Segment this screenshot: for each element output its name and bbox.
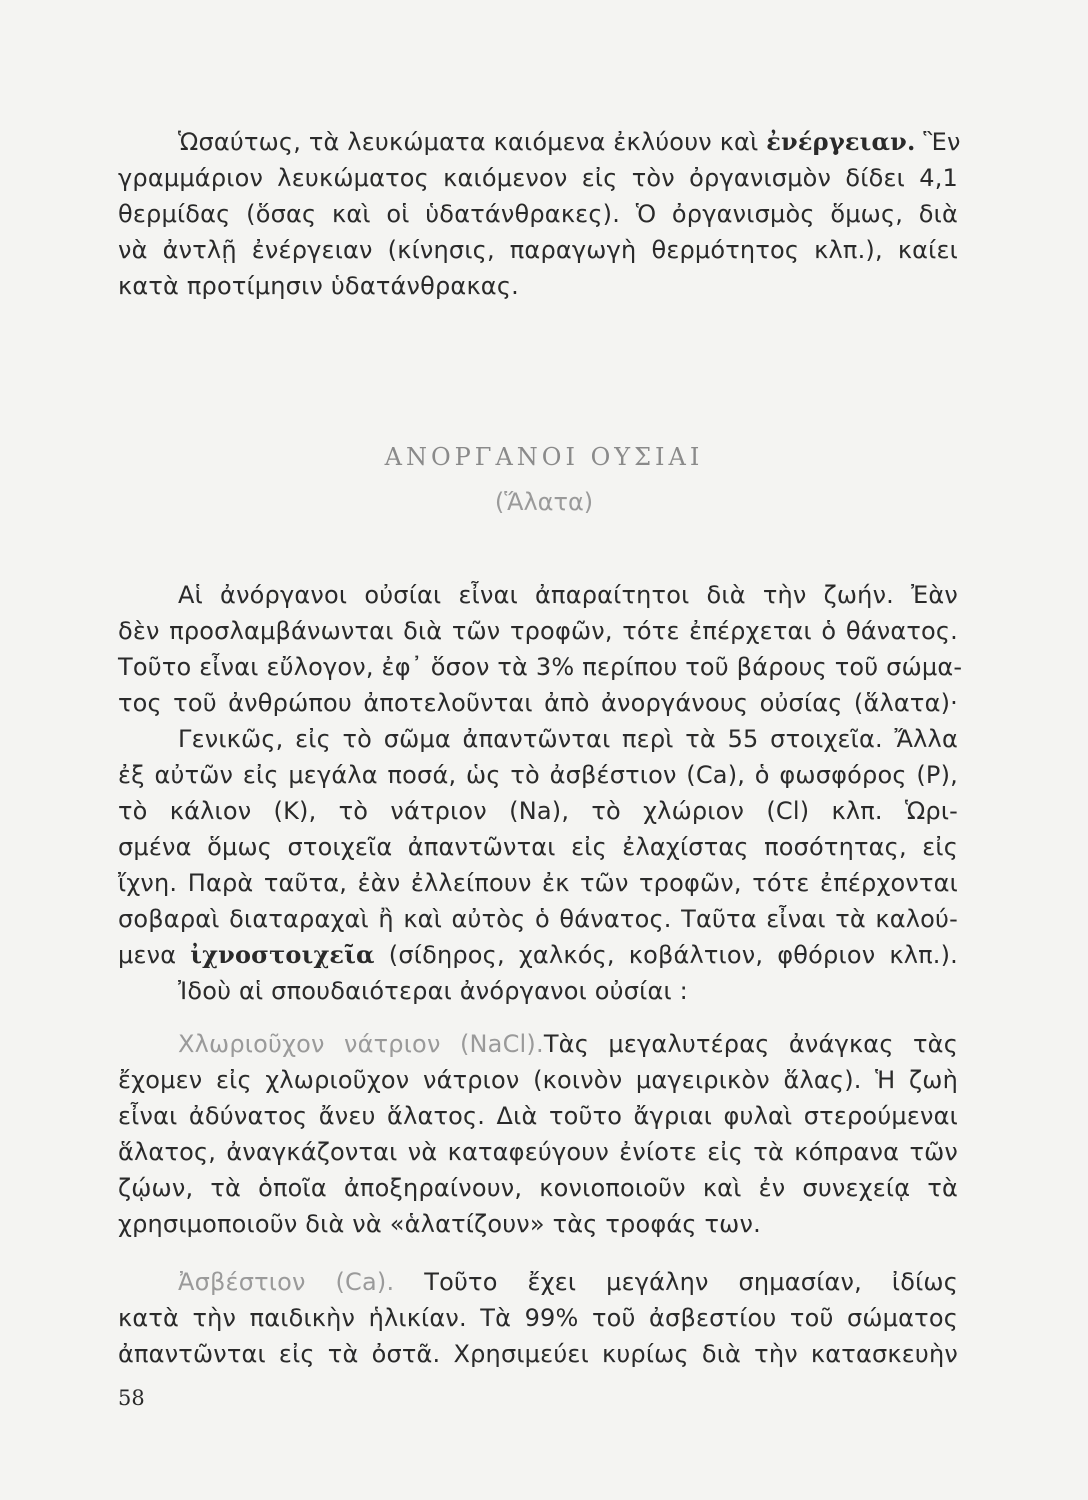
text-line: Ὡσαύτως, τὰ λευκώματα καιόμενα ἐκλύουν καὶ ἐνέργειαν. Ἓν — [178, 127, 961, 156]
text-line: τὸ κάλιον (K), τὸ νάτριον (Na), τὸ χλώριον (Cl) κλπ. Ὡρι- — [118, 797, 958, 825]
text-line: μενα ἰχνοστοιχεῖα (σίδηρος, χαλκός, κοβάλτιον, φθόριον κλπ.). — [118, 940, 958, 969]
text-line: ἴχνη. Παρὰ ταῦτα, ἐὰν ἐλλείπουν ἐκ τῶν τροφῶν, τότε ἐπέρχονται — [118, 869, 958, 897]
text-line: ἐξ αὐτῶν εἰς μεγάλα ποσά, ὡς τὸ ἀσβέστιον (Ca), ὁ φωσφόρος (P), — [118, 761, 958, 789]
text-line: Αἱ ἀνόργανοι οὐσίαι εἶναι ἀπαραίτητοι διὰ τὴν ζωήν. Ἐὰν — [178, 581, 958, 609]
section-title: ΑΝΟΡΓΑΝΟΙ ΟΥΣΙΑΙ — [384, 443, 704, 471]
paragraph-calcium — [118, 1264, 958, 1372]
page-number: 58 — [118, 1386, 145, 1410]
text-line: χρησιμοποιοῦν διὰ νὰ «ἁλατίζουν» τὰς τροφάς των. — [118, 1210, 761, 1238]
text-line: ἅλατος, ἀναγκάζονται νὰ καταφεύγουν ἐνίοτε εἰς τὰ κόπρανα τῶν — [118, 1138, 958, 1166]
bold-term: ἰχνοστοιχεῖα — [190, 940, 375, 969]
text-line: ἔχομεν εἰς χλωριοῦχον νάτριον (κοινὸν μαγειρικὸν ἅλας). Ἡ ζωὴ — [118, 1066, 958, 1094]
text-line: Γενικῶς, εἰς τὸ σῶμα ἀπαντῶνται περὶ τὰ 55 στοιχεῖα. Ἄλλα — [178, 725, 958, 753]
text-line: Τοῦτο εἶναι εὔλογον, ἐφ᾽ ὅσον τὰ 3% περίπου τοῦ βάρους τοῦ σώμα- — [118, 653, 963, 681]
text-line: κατὰ τὴν παιδικὴν ἡλικίαν. Τὰ 99% τοῦ ἀσβεστίου τοῦ σώματος — [118, 1304, 958, 1332]
subsection-heading: Ἀσβέστιον (Ca). — [178, 1268, 395, 1296]
text-line: Χλωριοῦχον νάτριον (NaCl).Τὰς μεγαλυτέρας ἀνάγκας τὰς — [178, 1030, 958, 1058]
subsection-heading: Χλωριοῦχον νάτριον (NaCl). — [178, 1030, 544, 1058]
text-line: Ἀσβέστιον (Ca). Τοῦτο ἔχει μεγάλην σημασίαν, ἰδίως — [178, 1268, 958, 1296]
text-line: κατὰ προτίμησιν ὑδατάνθρακας. — [118, 272, 519, 300]
text-line: σοβαραὶ διαταραχαὶ ἢ καὶ αὐτὸς ὁ θάνατος. Ταῦτα εἶναι τὰ καλού- — [118, 905, 958, 933]
bold-term: ἐνέργειαν. — [766, 127, 916, 156]
paragraph-energy — [118, 124, 961, 304]
section-subtitle: (Ἅλατα) — [494, 488, 594, 516]
text-line: ζῴων, τὰ ὁποῖα ἀποξηραίνουν, κονιοποιοῦν καὶ ἐν συνεχείᾳ τὰ — [118, 1174, 958, 1202]
text-line: θερμίδας (ὅσας καὶ οἱ ὑδατάνθρακες). Ὁ ὀργανισμὸς ὅμως, διὰ — [118, 200, 958, 228]
text-line: εἶναι ἀδύνατος ἄνευ ἅλατος. Διὰ τοῦτο ἄγριαι φυλαὶ στερούμεναι — [118, 1102, 958, 1130]
paragraph-inorganic — [118, 577, 963, 1009]
text-line: νὰ ἀντλῇ ἐνέργειαν (κίνησις, παραγωγὴ θερμότητος κλπ.), καίει — [118, 236, 958, 264]
text-line: γραμμάριον λευκώματος καιόμενον εἰς τὸν ὀργανισμὸν δίδει 4,1 — [118, 164, 958, 192]
text-line: σμένα ὅμως στοιχεῖα ἀπαντῶνται εἰς ἐλαχίστας ποσότητας, εἰς — [118, 833, 958, 861]
paragraph-sodium-chloride — [118, 1026, 958, 1242]
text-line: Ἰδοὺ αἱ σπουδαιότεραι ἀνόργανοι οὐσίαι : — [178, 977, 688, 1005]
text-line: δὲν προσλαμβάνωνται διὰ τῶν τροφῶν, τότε ἐπέρχεται ὁ θάνατος. — [118, 617, 958, 645]
text-line: τος τοῦ ἀνθρώπου ἀποτελοῦνται ἀπὸ ἀνοργάνους οὐσίας (ἅλατα)· — [118, 689, 958, 717]
text-line: ἀπαντῶνται εἰς τὰ ὀστᾶ. Χρησιμεύει κυρίως διὰ τὴν κατασκευὴν — [118, 1340, 958, 1368]
